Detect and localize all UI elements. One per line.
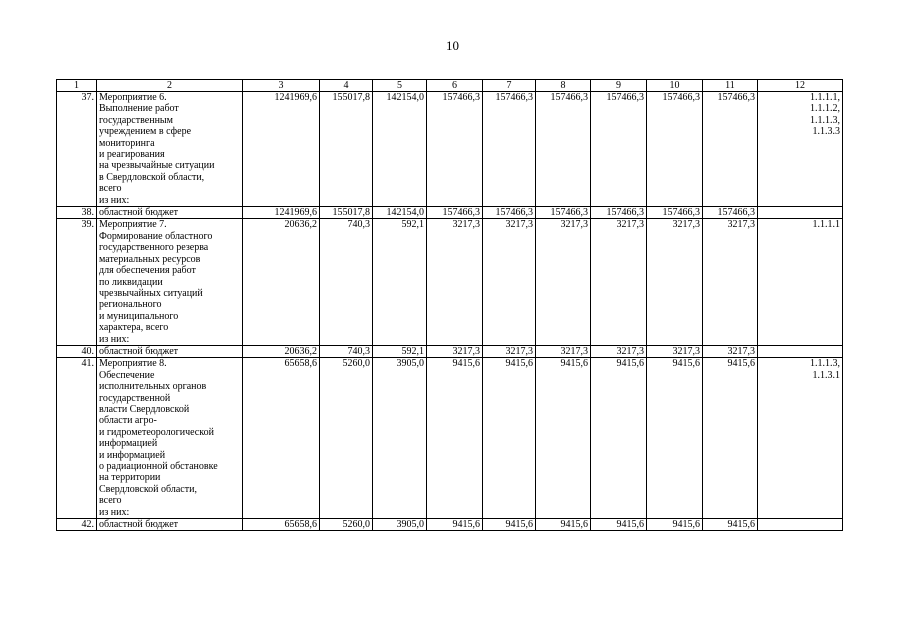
row-description: областной бюджет — [97, 207, 243, 219]
value-cell: 5260,0 — [320, 358, 373, 519]
row-number: 41. — [57, 358, 97, 519]
value-cell: 9415,6 — [647, 519, 703, 531]
value-cell: 157466,3 — [591, 207, 647, 219]
row-description: областной бюджет — [97, 345, 243, 357]
row-number: 42. — [57, 519, 97, 531]
value-cell: 155017,8 — [320, 207, 373, 219]
value-cell: 9415,6 — [483, 358, 536, 519]
target-indicator-refs: 1.1.1.3, 1.1.3.1 — [758, 358, 843, 519]
value-cell: 142154,0 — [373, 207, 427, 219]
row-description: областной бюджет — [97, 519, 243, 531]
value-cell: 3217,3 — [427, 219, 483, 345]
column-number-row — [57, 80, 843, 92]
value-cell: 740,3 — [320, 219, 373, 345]
target-indicator-refs: 1.1.1.1, 1.1.1.2, 1.1.1.3, 1.1.3.3 — [758, 92, 843, 207]
value-cell: 3905,0 — [373, 358, 427, 519]
value-cell: 9415,6 — [427, 519, 483, 531]
value-cell: 9415,6 — [703, 358, 758, 519]
column-number-8: 8 — [536, 80, 591, 92]
value-cell: 1241969,6 — [243, 92, 320, 207]
value-cell: 20636,2 — [243, 219, 320, 345]
target-indicator-refs — [758, 519, 843, 531]
subtotal-row — [57, 519, 843, 531]
column-number-3: 3 — [243, 80, 320, 92]
value-cell: 3217,3 — [536, 345, 591, 357]
value-cell: 3217,3 — [703, 345, 758, 357]
value-cell: 20636,2 — [243, 345, 320, 357]
value-cell: 9415,6 — [703, 519, 758, 531]
activity-row — [57, 358, 843, 519]
value-cell: 592,1 — [373, 219, 427, 345]
value-cell: 142154,0 — [373, 92, 427, 207]
value-cell: 3217,3 — [427, 345, 483, 357]
value-cell: 9415,6 — [427, 358, 483, 519]
value-cell: 157466,3 — [483, 207, 536, 219]
column-number-7: 7 — [483, 80, 536, 92]
column-number-11: 11 — [703, 80, 758, 92]
row-number: 38. — [57, 207, 97, 219]
value-cell: 3217,3 — [591, 219, 647, 345]
page-number: 10 — [446, 38, 459, 53]
subtotal-row — [57, 345, 843, 357]
target-indicator-refs — [758, 207, 843, 219]
value-cell: 3217,3 — [483, 219, 536, 345]
row-description: Мероприятие 8. Обеспечение исполнительных органов государственной власти Свердловской области агро- и гидрометеорологической информацией и информацией о радиационной обстановке на территории Свердловской области, всего из них: — [97, 358, 243, 519]
value-cell: 157466,3 — [703, 207, 758, 219]
value-cell: 65658,6 — [243, 519, 320, 531]
value-cell: 1241969,6 — [243, 207, 320, 219]
column-number-10: 10 — [647, 80, 703, 92]
value-cell: 157466,3 — [427, 92, 483, 207]
activity-row — [57, 92, 843, 207]
value-cell: 3217,3 — [591, 345, 647, 357]
column-number-12: 12 — [758, 80, 843, 92]
column-number-6: 6 — [427, 80, 483, 92]
value-cell: 157466,3 — [427, 207, 483, 219]
value-cell: 9415,6 — [647, 358, 703, 519]
value-cell: 9415,6 — [591, 358, 647, 519]
column-number-5: 5 — [373, 80, 427, 92]
value-cell: 3217,3 — [703, 219, 758, 345]
value-cell: 740,3 — [320, 345, 373, 357]
program-activities-table — [56, 79, 843, 531]
row-description: Мероприятие 7. Формирование областного государственного резерва материальных ресурсов для обеспечения работ по ликвидации чрезвычайных ситуаций регионального и муниципального характера, всего из них: — [97, 219, 243, 345]
value-cell: 9415,6 — [483, 519, 536, 531]
value-cell: 592,1 — [373, 345, 427, 357]
value-cell: 157466,3 — [647, 92, 703, 207]
row-description: Мероприятие 6. Выполнение работ государственным учреждением в сфере мониторинга и реагирования на чрезвычайные ситуации в Свердловской области, всего из них: — [97, 92, 243, 207]
value-cell: 157466,3 — [536, 92, 591, 207]
value-cell: 157466,3 — [647, 207, 703, 219]
value-cell: 5260,0 — [320, 519, 373, 531]
column-number-2: 2 — [97, 80, 243, 92]
column-number-1: 1 — [57, 80, 97, 92]
value-cell: 157466,3 — [703, 92, 758, 207]
target-indicator-refs — [758, 345, 843, 357]
value-cell: 3217,3 — [647, 345, 703, 357]
subtotal-row — [57, 207, 843, 219]
value-cell: 3217,3 — [647, 219, 703, 345]
value-cell: 9415,6 — [536, 519, 591, 531]
row-number: 39. — [57, 219, 97, 345]
value-cell: 65658,6 — [243, 358, 320, 519]
target-indicator-refs: 1.1.1.1 — [758, 219, 843, 345]
column-number-9: 9 — [591, 80, 647, 92]
column-number-4: 4 — [320, 80, 373, 92]
value-cell: 155017,8 — [320, 92, 373, 207]
value-cell: 3217,3 — [483, 345, 536, 357]
value-cell: 3217,3 — [536, 219, 591, 345]
value-cell: 9415,6 — [591, 519, 647, 531]
value-cell: 9415,6 — [536, 358, 591, 519]
value-cell: 3905,0 — [373, 519, 427, 531]
value-cell: 157466,3 — [536, 207, 591, 219]
row-number: 37. — [57, 92, 97, 207]
value-cell: 157466,3 — [591, 92, 647, 207]
row-number: 40. — [57, 345, 97, 357]
activity-row — [57, 219, 843, 345]
value-cell: 157466,3 — [483, 92, 536, 207]
table-body — [57, 92, 843, 531]
